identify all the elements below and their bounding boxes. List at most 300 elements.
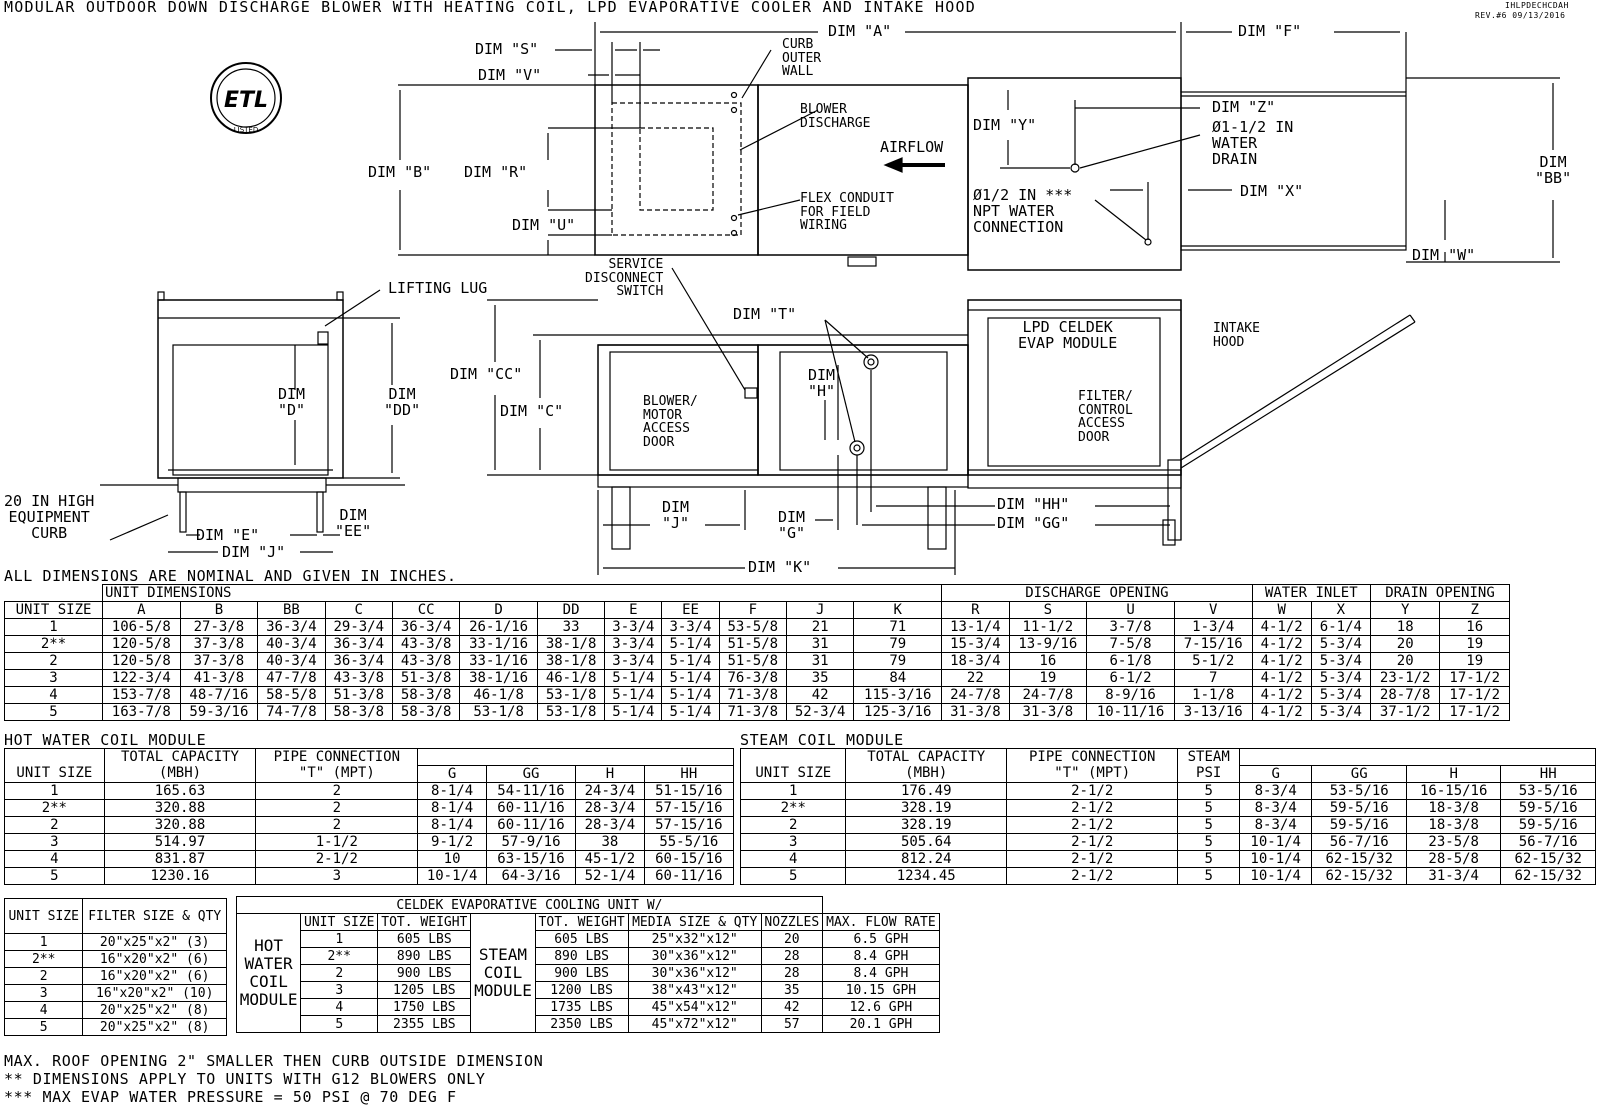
unit-cell: 38-1/8	[537, 636, 604, 653]
etl-logo-sub: LISTED	[233, 126, 259, 134]
coil-cell: 28-5/8	[1406, 851, 1501, 868]
unit-cell: 37-3/8	[180, 653, 258, 670]
unit-header-cell: S	[1009, 602, 1087, 619]
celdek-cell: 12.6 GPH	[822, 999, 939, 1016]
unit-cell: 53-1/8	[460, 704, 538, 721]
table-row	[237, 965, 940, 982]
celdek-cell: 890 LBS	[535, 948, 628, 965]
unit-cell: 42	[786, 687, 853, 704]
coil-cell: 23-5/8	[1406, 834, 1501, 851]
unit-cell: 33-1/16	[460, 653, 538, 670]
note-2: ** DIMENSIONS APPLY TO UNITS WITH G12 BLOWERS ONLY	[4, 1070, 486, 1088]
unit-cell: 5-3/4	[1311, 704, 1370, 721]
unit-cell: 43-3/8	[392, 653, 459, 670]
unit-cell: 5-3/4	[1311, 670, 1370, 687]
unit-cell: 33	[537, 619, 604, 636]
celdek-cell: 45"x54"x12"	[628, 999, 761, 1016]
unit-cell: 24-7/8	[1009, 687, 1087, 704]
coil-header-cell: HH	[1501, 766, 1596, 783]
label-dim-k: DIM "K"	[748, 558, 812, 576]
coil-cell: 56-7/16	[1312, 834, 1407, 851]
unit-cell: 51-5/8	[719, 636, 786, 653]
coil-header-cell: UNIT SIZE	[741, 766, 846, 783]
group-discharge-opening: DISCHARGE OPENING	[942, 585, 1252, 602]
coil-cell: 8-3/4	[1239, 817, 1312, 834]
unit-cell: 5-1/4	[662, 653, 719, 670]
unit-cell: 52-3/4	[786, 704, 853, 721]
celdek-cell: 1735 LBS	[535, 999, 628, 1016]
coil-cell: 59-5/16	[1501, 817, 1596, 834]
unit-cell: 120-5/8	[103, 653, 181, 670]
coil-cell: 8-3/4	[1239, 800, 1312, 817]
coil-cell: 2-1/2	[1006, 800, 1177, 817]
table-row	[5, 934, 227, 951]
label-dim-w: DIM "W"	[1412, 246, 1476, 264]
coil-cell: 1	[741, 783, 846, 800]
label-dim-y: DIM "Y"	[973, 116, 1037, 134]
celdek-cell: 890 LBS	[378, 948, 471, 965]
unit-cell: 13-1/4	[942, 619, 1009, 636]
unit-cell: 1	[5, 619, 103, 636]
unit-cell: 46-1/8	[460, 687, 538, 704]
coil-cell: 60-11/16	[486, 800, 575, 817]
label-dim-ee: DIM "EE"	[335, 506, 372, 540]
coil-cell: 60-11/16	[644, 868, 733, 885]
coil-cell: 2	[5, 817, 105, 834]
celdek-hot-label: HOT WATER COIL MODULE	[237, 914, 301, 1033]
filter-cell: 20"x25"x2" (3)	[83, 934, 227, 951]
coil-cell: 5	[1178, 800, 1240, 817]
unit-cell: 53-1/8	[537, 704, 604, 721]
coil-header-cell: H	[576, 766, 645, 783]
unit-cell: 120-5/8	[103, 636, 181, 653]
table-row	[741, 868, 1596, 885]
coil-cell: 8-1/4	[418, 783, 487, 800]
unit-cell: 76-3/8	[719, 670, 786, 687]
unit-cell: 4-1/2	[1252, 653, 1311, 670]
unit-cell: 31-3/8	[1009, 704, 1087, 721]
coil-header-cell: G	[418, 766, 487, 783]
coil-cell: 3	[5, 834, 105, 851]
unit-cell: 3-3/4	[605, 653, 662, 670]
coil-cell: 320.88	[104, 817, 256, 834]
unit-cell: 48-7/16	[180, 687, 258, 704]
coil-cell: 63-15/16	[486, 851, 575, 868]
unit-header-cell: D	[460, 602, 538, 619]
unit-cell: 153-7/8	[103, 687, 181, 704]
coil-cell: 5	[741, 868, 846, 885]
unit-cell: 36-3/4	[258, 619, 325, 636]
coil-cell: 5	[1178, 868, 1240, 885]
coil-cell: 18-3/8	[1406, 817, 1501, 834]
coil-cell: 31-3/4	[1406, 868, 1501, 885]
coil-cell: 55-5/16	[644, 834, 733, 851]
unit-header-cell: E	[605, 602, 662, 619]
unit-cell: 16	[1009, 653, 1087, 670]
filter-header-cell: UNIT SIZE	[5, 899, 83, 934]
unit-cell: 4-1/2	[1252, 636, 1311, 653]
label-blower-motor-door: BLOWER/ MOTOR ACCESS DOOR	[643, 394, 698, 450]
celdek-cell: 1750 LBS	[378, 999, 471, 1016]
unit-cell: 115-3/16	[854, 687, 942, 704]
table-row	[5, 800, 734, 817]
filter-cell: 20"x25"x2" (8)	[83, 1019, 227, 1036]
label-dim-j-side: DIM "J"	[662, 498, 690, 532]
unit-header-cell: DD	[537, 602, 604, 619]
coil-cell: 4	[741, 851, 846, 868]
unit-cell: 5-3/4	[1311, 636, 1370, 653]
nominal-note: ALL DIMENSIONS ARE NOMINAL AND GIVEN IN INCHES.	[4, 567, 457, 585]
coil-cell: 2-1/2	[1006, 834, 1177, 851]
label-lpd-celdek: LPD CELDEK EVAP MODULE	[1018, 318, 1118, 352]
celdek-cell: 4	[301, 999, 378, 1016]
unit-cell: 3-3/4	[605, 636, 662, 653]
unit-header-cell: U	[1087, 602, 1175, 619]
celdek-cell: 2355 LBS	[378, 1016, 471, 1033]
coil-cell: 2-1/2	[1006, 783, 1177, 800]
celdek-cell: 2**	[301, 948, 378, 965]
coil-cell: 2	[256, 783, 418, 800]
unit-cell: 41-3/8	[180, 670, 258, 687]
label-dim-r: DIM "R"	[464, 163, 528, 181]
unit-header-cell: A	[103, 602, 181, 619]
unit-cell: 27-3/8	[180, 619, 258, 636]
unit-cell: 21	[786, 619, 853, 636]
coil-cell: 3	[256, 868, 418, 885]
celdek-cell: 30"x36"x12"	[628, 948, 761, 965]
table-row	[5, 619, 1510, 636]
celdek-cell: 38"x43"x12"	[628, 982, 761, 999]
unit-cell: 5-1/4	[662, 636, 719, 653]
unit-cell: 71-3/8	[719, 704, 786, 721]
coil-cell: 5	[5, 868, 105, 885]
coil-header-cell: TOTAL CAPACITY	[846, 749, 1006, 766]
coil-cell: 62-15/32	[1501, 868, 1596, 885]
table-row	[5, 636, 1510, 653]
note-3: *** MAX EVAP WATER PRESSURE = 50 PSI @ 70 DEG F	[4, 1088, 457, 1106]
coil-cell: 62-15/32	[1501, 851, 1596, 868]
coil-cell: 2-1/2	[256, 851, 418, 868]
filter-cell: 2**	[5, 951, 83, 968]
unit-cell: 35	[786, 670, 853, 687]
coil-cell: 57-15/16	[644, 817, 733, 834]
unit-cell: 71	[854, 619, 942, 636]
coil-header-cell: HH	[644, 766, 733, 783]
table-row	[5, 985, 227, 1002]
celdek-cell: 2	[301, 965, 378, 982]
unit-cell: 3-13/16	[1174, 704, 1252, 721]
label-water-drain: Ø1-1/2 IN WATER DRAIN	[1212, 118, 1294, 168]
unit-cell: 18-3/4	[942, 653, 1009, 670]
unit-cell: 40-3/4	[258, 636, 325, 653]
unit-cell: 5-1/4	[605, 704, 662, 721]
table-row	[5, 1002, 227, 1019]
coil-cell: 64-3/16	[486, 868, 575, 885]
coil-cell: 51-15/16	[644, 783, 733, 800]
label-dim-a: DIM "A"	[828, 22, 892, 40]
unit-cell: 5-1/2	[1174, 653, 1252, 670]
coil-cell: 328.19	[846, 800, 1006, 817]
label-filter-control-door: FILTER/ CONTROL ACCESS DOOR	[1078, 389, 1133, 445]
unit-header-cell: CC	[392, 602, 459, 619]
label-dim-h: DIM "H"	[808, 366, 836, 400]
celdek-cell: 8.4 GPH	[822, 965, 939, 982]
coil-cell: 10-1/4	[1239, 851, 1312, 868]
coil-cell: 1	[5, 783, 105, 800]
table-row	[741, 851, 1596, 868]
label-dim-e: DIM "E"	[196, 526, 260, 544]
filter-cell: 20"x25"x2" (8)	[83, 1002, 227, 1019]
coil-cell: 2**	[741, 800, 846, 817]
coil-cell: 2-1/2	[1006, 868, 1177, 885]
unit-cell: 43-3/8	[325, 670, 392, 687]
unit-cell: 37-3/8	[180, 636, 258, 653]
coil-cell: 18-3/8	[1406, 800, 1501, 817]
etl-logo-icon	[211, 63, 281, 134]
unit-cell: 4	[5, 687, 103, 704]
coil-header-cell: H	[1406, 766, 1501, 783]
unit-cell: 5	[5, 704, 103, 721]
hot-water-title: HOT WATER COIL MODULE	[4, 731, 207, 749]
unit-cell: 37-1/2	[1370, 704, 1439, 721]
celdek-header-cell: TOT. WEIGHT	[535, 914, 628, 931]
unit-cell: 47-7/8	[258, 670, 325, 687]
celdek-cell: 605 LBS	[535, 931, 628, 948]
celdek-cell: 900 LBS	[535, 965, 628, 982]
coil-cell: 57-9/16	[486, 834, 575, 851]
unit-cell: 11-1/2	[1009, 619, 1087, 636]
unit-cell: 125-3/16	[854, 704, 942, 721]
coil-subheader-cell: (MBH)	[104, 766, 256, 783]
coil-cell: 2	[256, 800, 418, 817]
celdek-header-cell: TOT. WEIGHT	[378, 914, 471, 931]
unit-cell: 4-1/2	[1252, 619, 1311, 636]
unit-header-cell: UNIT SIZE	[5, 602, 103, 619]
celdek-cell: 10.15 GPH	[822, 982, 939, 999]
unit-cell: 79	[854, 636, 942, 653]
coil-cell: 53-5/16	[1312, 783, 1407, 800]
coil-cell: 38	[576, 834, 645, 851]
unit-dimensions-table	[4, 584, 1510, 721]
unit-cell: 3-3/4	[605, 619, 662, 636]
group-drain-opening: DRAIN OPENING	[1370, 585, 1509, 602]
unit-cell: 17-1/2	[1440, 670, 1510, 687]
coil-cell: 1230.16	[104, 868, 256, 885]
steam-table	[740, 748, 1596, 885]
unit-cell: 17-1/2	[1440, 704, 1510, 721]
etl-logo-text: ETL	[223, 88, 269, 113]
celdek-cell: 28	[761, 948, 822, 965]
coil-cell: 62-15/32	[1312, 868, 1407, 885]
filter-cell: 4	[5, 1002, 83, 1019]
unit-cell: 2**	[5, 636, 103, 653]
coil-header-cell: UNIT SIZE	[5, 766, 105, 783]
unit-header-cell: R	[942, 602, 1009, 619]
label-water-connection: Ø1/2 IN *** NPT WATER CONNECTION	[973, 186, 1073, 236]
unit-cell: 38-1/8	[537, 653, 604, 670]
label-service-disconnect: SERVICE DISCONNECT SWITCH	[585, 257, 664, 300]
unit-cell: 19	[1440, 653, 1510, 670]
unit-header-cell: EE	[662, 602, 719, 619]
table-row	[5, 653, 1510, 670]
label-airflow: AIRFLOW	[880, 138, 944, 156]
coil-cell: 8-3/4	[1239, 783, 1312, 800]
coil-cell: 2	[256, 817, 418, 834]
celdek-table	[236, 896, 940, 1033]
group-unit-dimensions: UNIT DIMENSIONS	[103, 585, 942, 602]
unit-cell: 20	[1370, 636, 1439, 653]
unit-cell: 31	[786, 653, 853, 670]
unit-cell: 8-9/16	[1087, 687, 1175, 704]
table-row	[5, 670, 1510, 687]
celdek-cell: 20	[761, 931, 822, 948]
unit-cell: 1-1/8	[1174, 687, 1252, 704]
unit-cell: 58-3/8	[392, 704, 459, 721]
table-row	[5, 834, 734, 851]
label-dim-f: DIM "F"	[1238, 22, 1302, 40]
unit-cell: 5-1/4	[605, 670, 662, 687]
label-intake-hood: INTAKE HOOD	[1213, 321, 1260, 350]
coil-cell: 24-3/4	[576, 783, 645, 800]
unit-cell: 71-3/8	[719, 687, 786, 704]
coil-cell: 8-1/4	[418, 817, 487, 834]
coil-header-cell: TOTAL CAPACITY	[104, 749, 256, 766]
label-dim-c: DIM "C"	[500, 402, 564, 420]
unit-cell: 58-3/8	[392, 687, 459, 704]
label-dim-dd: DIM "DD"	[384, 385, 421, 419]
label-flex-conduit: FLEX CONDUIT FOR FIELD WIRING	[800, 191, 894, 234]
filter-cell: 2	[5, 968, 83, 985]
coil-header-cell: GG	[486, 766, 575, 783]
celdek-cell: 6.5 GPH	[822, 931, 939, 948]
unit-cell: 19	[1009, 670, 1087, 687]
coil-cell: 176.49	[846, 783, 1006, 800]
table-row	[5, 687, 1510, 704]
unit-cell: 17-1/2	[1440, 687, 1510, 704]
filter-cell: 1	[5, 934, 83, 951]
coil-subheader-cell: (MBH)	[846, 766, 1006, 783]
celdek-cell: 8.4 GPH	[822, 948, 939, 965]
coil-header-cell: PIPE CONNECTION	[1006, 749, 1177, 766]
coil-cell: 1-1/2	[256, 834, 418, 851]
unit-cell: 18	[1370, 619, 1439, 636]
label-dim-t: DIM "T"	[733, 305, 797, 323]
celdek-cell: 1205 LBS	[378, 982, 471, 999]
coil-cell: 62-15/32	[1312, 851, 1407, 868]
label-dim-s: DIM "S"	[475, 40, 539, 58]
coil-cell: 2-1/2	[1006, 817, 1177, 834]
unit-cell: 79	[854, 653, 942, 670]
unit-cell: 53-5/8	[719, 619, 786, 636]
celdek-cell: 35	[761, 982, 822, 999]
celdek-cell: 20.1 GPH	[822, 1016, 939, 1033]
coil-cell: 28-3/4	[576, 800, 645, 817]
unit-cell: 122-3/4	[103, 670, 181, 687]
unit-cell: 40-3/4	[258, 653, 325, 670]
coil-cell: 10-1/4	[1239, 868, 1312, 885]
celdek-header-cell: NOZZLES	[761, 914, 822, 931]
unit-cell: 16	[1440, 619, 1510, 636]
celdek-title: CELDEK EVAPORATIVE COOLING UNIT W/	[237, 897, 823, 914]
unit-header-cell: W	[1252, 602, 1311, 619]
unit-cell: 31	[786, 636, 853, 653]
coil-cell: 5	[1178, 851, 1240, 868]
label-dim-x: DIM "X"	[1240, 182, 1304, 200]
coil-cell: 328.19	[846, 817, 1006, 834]
label-dim-hh: DIM "HH"	[997, 495, 1070, 513]
coil-cell: 57-15/16	[644, 800, 733, 817]
coil-cell: 831.87	[104, 851, 256, 868]
table-row	[5, 1019, 227, 1036]
coil-cell: 56-7/16	[1501, 834, 1596, 851]
unit-header-cell: BB	[258, 602, 325, 619]
celdek-cell: 30"x36"x12"	[628, 965, 761, 982]
coil-subheader-cell: "T" (MPT)	[1006, 766, 1177, 783]
table-row	[5, 704, 1510, 721]
coil-cell: 59-5/16	[1501, 800, 1596, 817]
table-row	[237, 1016, 940, 1033]
unit-header-cell: V	[1174, 602, 1252, 619]
coil-cell: 60-11/16	[486, 817, 575, 834]
coil-cell: 8-1/4	[418, 800, 487, 817]
unit-cell: 5-1/4	[605, 687, 662, 704]
label-curb-outer-wall: CURB OUTER WALL	[782, 37, 822, 80]
coil-cell: 52-1/4	[576, 868, 645, 885]
unit-cell: 5-1/4	[662, 670, 719, 687]
unit-cell: 6-1/4	[1311, 619, 1370, 636]
table-row	[237, 948, 940, 965]
note-1: MAX. ROOF OPENING 2" SMALLER THEN CURB OUTSIDE DIMENSION	[4, 1052, 544, 1070]
table-row	[237, 982, 940, 999]
celdek-cell: 1200 LBS	[535, 982, 628, 999]
unit-cell: 74-7/8	[258, 704, 325, 721]
label-dim-z: DIM "Z"	[1212, 98, 1276, 116]
unit-cell: 28-7/8	[1370, 687, 1439, 704]
unit-cell: 24-7/8	[942, 687, 1009, 704]
table-row	[5, 968, 227, 985]
filter-table	[4, 898, 227, 1036]
celdek-cell: 1	[301, 931, 378, 948]
coil-cell: 1234.45	[846, 868, 1006, 885]
coil-cell: 10	[418, 851, 487, 868]
celdek-cell: 605 LBS	[378, 931, 471, 948]
table-row	[741, 800, 1596, 817]
unit-cell: 163-7/8	[103, 704, 181, 721]
unit-header-cell: K	[854, 602, 942, 619]
unit-cell: 1-3/4	[1174, 619, 1252, 636]
coil-cell: 59-5/16	[1312, 800, 1407, 817]
hot-water-table	[4, 748, 734, 885]
unit-header-cell: C	[325, 602, 392, 619]
celdek-cell: 5	[301, 1016, 378, 1033]
coil-cell: 45-1/2	[576, 851, 645, 868]
unit-cell: 22	[942, 670, 1009, 687]
label-blower-discharge: BLOWER DISCHARGE	[800, 102, 871, 131]
celdek-cell: 45"x72"x12"	[628, 1016, 761, 1033]
label-dim-d: DIM "D"	[278, 385, 306, 419]
unit-cell: 51-3/8	[325, 687, 392, 704]
table-row	[741, 783, 1596, 800]
label-dim-bb: DIM "BB"	[1535, 153, 1572, 187]
celdek-cell: 28	[761, 965, 822, 982]
revision: REV.#6 09/13/2016	[1475, 11, 1566, 20]
unit-cell: 19	[1440, 636, 1510, 653]
coil-cell: 514.97	[104, 834, 256, 851]
celdek-header-cell: MEDIA SIZE & QTY	[628, 914, 761, 931]
unit-header-cell: J	[786, 602, 853, 619]
unit-cell: 20	[1370, 653, 1439, 670]
unit-cell: 4-1/2	[1252, 704, 1311, 721]
